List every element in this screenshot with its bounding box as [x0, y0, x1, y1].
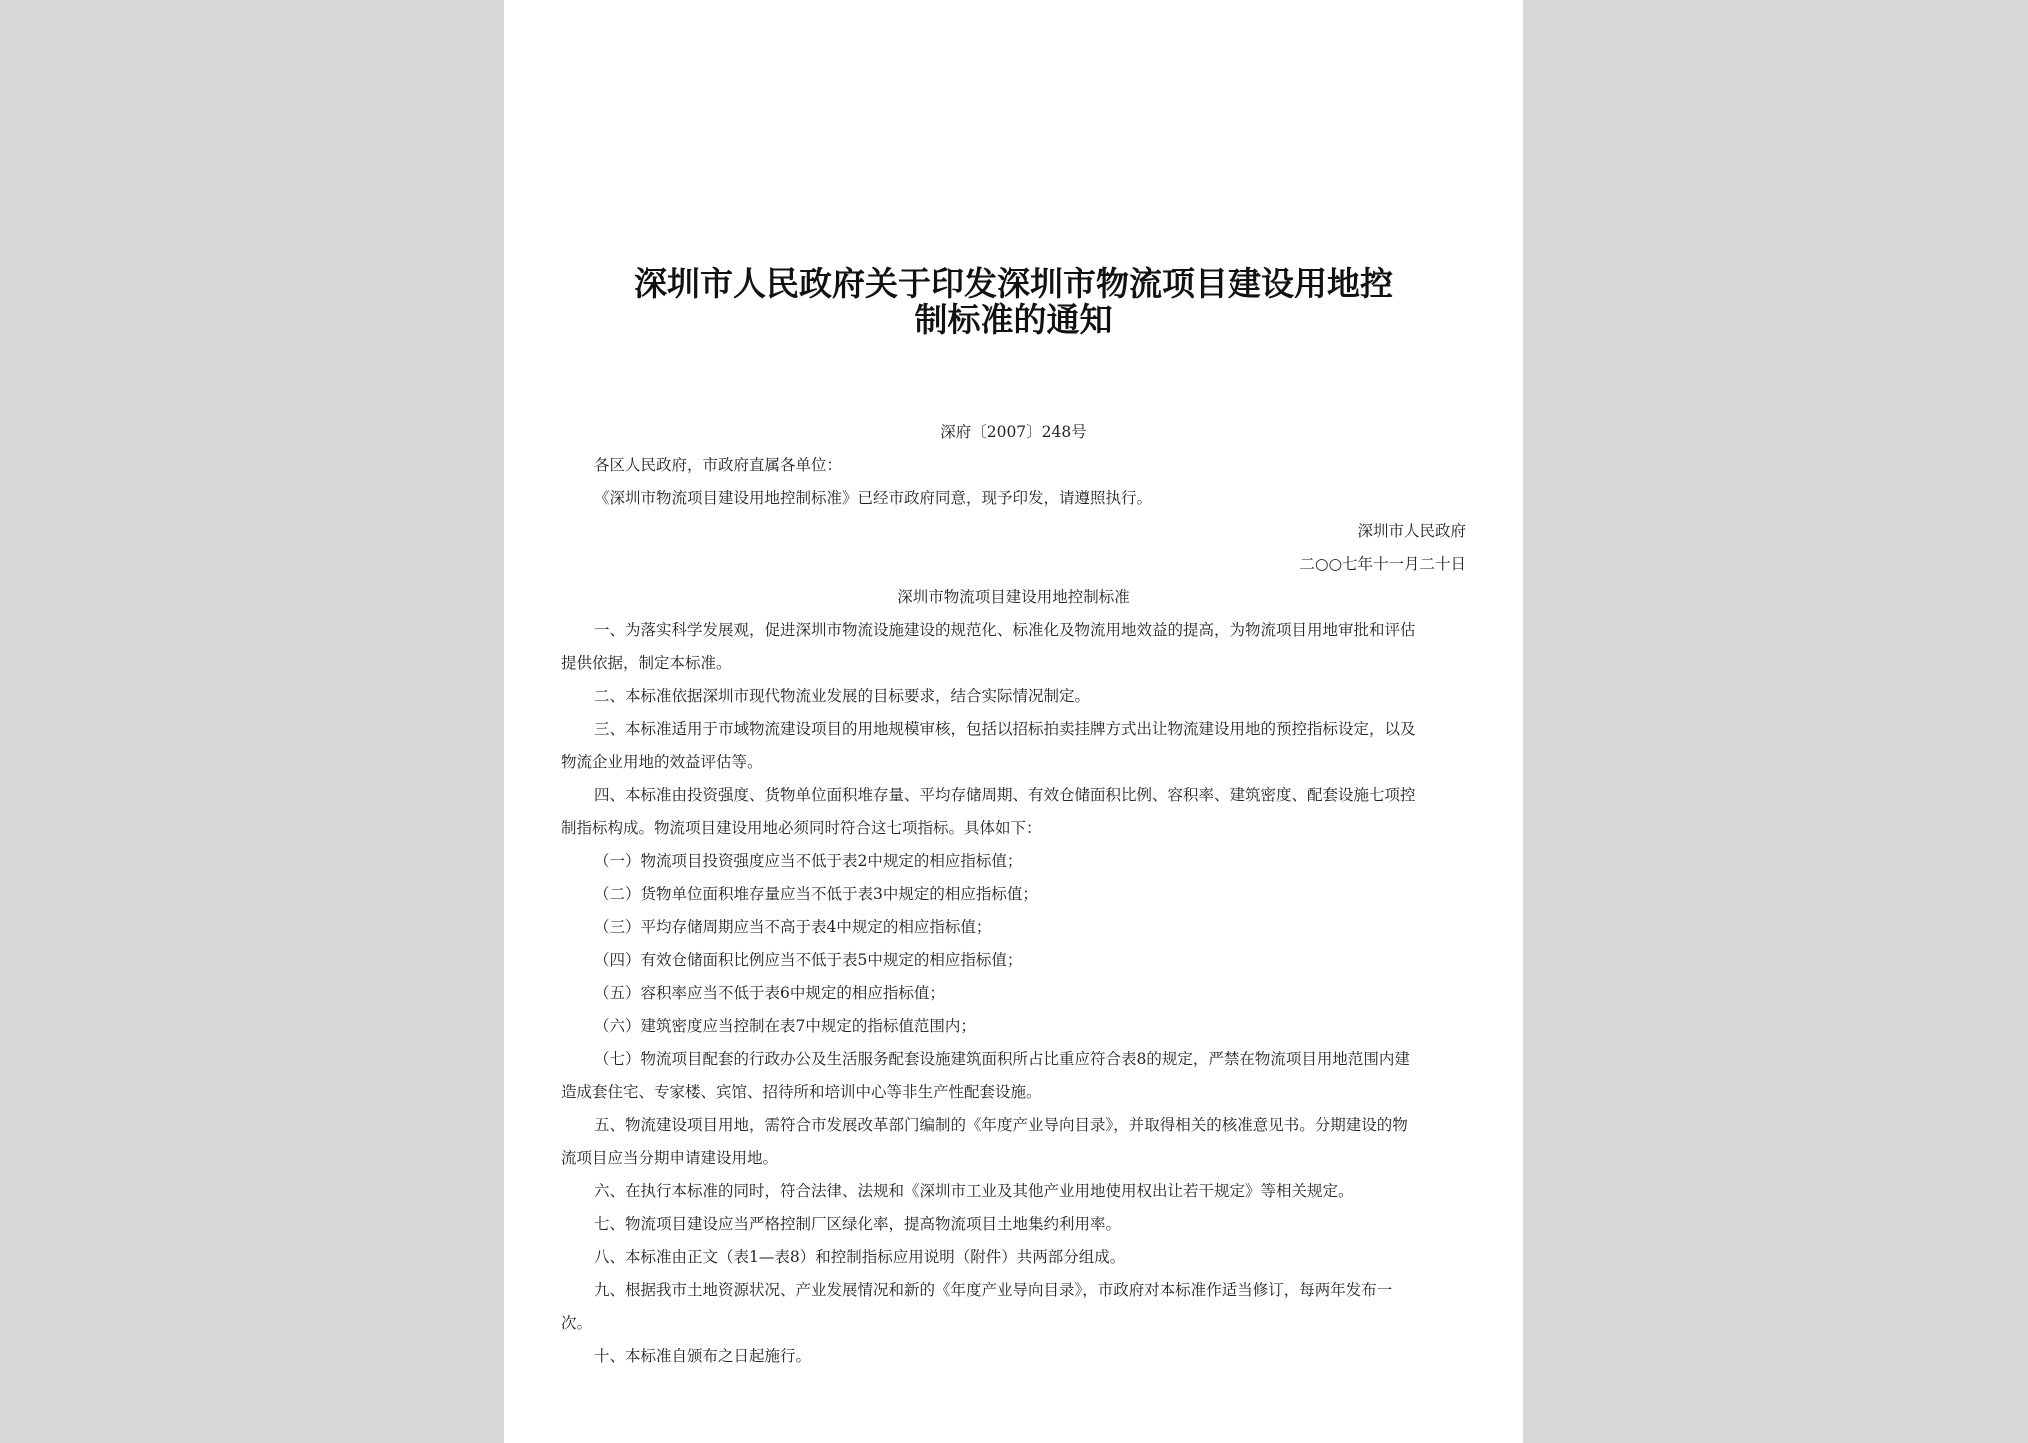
document-page [504, 0, 1523, 1443]
paragraph-5-line-2: 流项目应当分期申请建设用地。 [561, 1149, 779, 1167]
paragraph-5-line-1: 五、物流建设项目用地，需符合市发展改革部门编制的《年度产业导向目录》，并取得相关的核准意见书。分期建设的物 [594, 1116, 1408, 1134]
list-item-3: （三）平均存储周期应当不高于表4中规定的相应指标值； [594, 918, 992, 936]
paragraph-6: 六、在执行本标准的同时，符合法律、法规和《深圳市工业及其他产业用地使用权出让若干规定》等相关规定。 [594, 1182, 1354, 1200]
paragraph-2: 二、本标准依据深圳市现代物流业发展的目标要求，结合实际情况制定。 [594, 687, 1091, 705]
document-title-line-1: 深圳市人民政府关于印发深圳市物流项目建设用地控 [634, 264, 1393, 303]
paragraph-4-line-1: 四、本标准由投资强度、货物单位面积堆存量、平均存储周期、有效仓储面积比例、容积率、建筑密度、配套设施七项控 [594, 786, 1416, 804]
paragraph-9-line-2: 次。 [561, 1314, 593, 1332]
paragraph-8: 八、本标准由正文（表1—表8）和控制指标应用说明（附件）共两部分组成。 [594, 1248, 1126, 1266]
paragraph-1-line-1: 一、为落实科学发展观，促进深圳市物流设施建设的规范化、标准化及物流用地效益的提高，为物流项目用地审批和评估 [594, 621, 1416, 639]
list-item-1: （一）物流项目投资强度应当不低于表2中规定的相应指标值； [594, 852, 1023, 870]
salutation: 各区人民政府，市政府直属各单位： [594, 456, 843, 474]
document-title-line-2: 制标准的通知 [914, 300, 1113, 339]
signature-date: 二○○七年十一月二十日 [1299, 555, 1466, 573]
paragraph-1-line-2: 提供依据，制定本标准。 [561, 654, 732, 672]
paragraph-9-line-1: 九、根据我市土地资源状况、产业发展情况和新的《年度产业导向目录》，市政府对本标准作适当修订，每两年发布一 [594, 1281, 1393, 1299]
paragraph-10: 十、本标准自颁布之日起施行。 [594, 1347, 812, 1365]
signature-org: 深圳市人民政府 [1357, 522, 1466, 540]
paragraph-7: 七、物流项目建设应当严格控制厂区绿化率，提高物流项目土地集约利用率。 [594, 1215, 1122, 1233]
list-item-7-line-2: 造成套住宅、专家楼、宾馆、招待所和培训中心等非生产性配套设施。 [561, 1083, 1042, 1101]
intro-paragraph: 《深圳市物流项目建设用地控制标准》已经市政府同意，现予印发，请遵照执行。 [594, 489, 1153, 507]
paragraph-4-line-2: 制指标构成。物流项目建设用地必须同时符合这七项指标。具体如下： [561, 819, 1042, 837]
list-item-2: （二）货物单位面积堆存量应当不低于表3中规定的相应指标值； [594, 885, 1038, 903]
paragraph-3-line-2: 物流企业用地的效益评估等。 [561, 753, 763, 771]
document-number: 深府〔2007〕248号 [940, 423, 1087, 441]
paragraph-3-line-1: 三、本标准适用于市域物流建设项目的用地规模审核，包括以招标拍卖挂牌方式出让物流建设用地的预控指标设定，以及 [594, 720, 1416, 738]
list-item-6: （六）建筑密度应当控制在表7中规定的指标值范围内； [594, 1017, 976, 1035]
list-item-5: （五）容积率应当不低于表6中规定的相应指标值； [594, 984, 945, 1002]
list-item-4: （四）有效仓储面积比例应当不低于表5中规定的相应指标值； [594, 951, 1023, 969]
list-item-7-line-1: （七）物流项目配套的行政办公及生活服务配套设施建筑面积所占比重应符合表8的规定，严禁在物流项目用地范围内建 [594, 1050, 1410, 1068]
standard-title: 深圳市物流项目建设用地控制标准 [897, 588, 1130, 606]
